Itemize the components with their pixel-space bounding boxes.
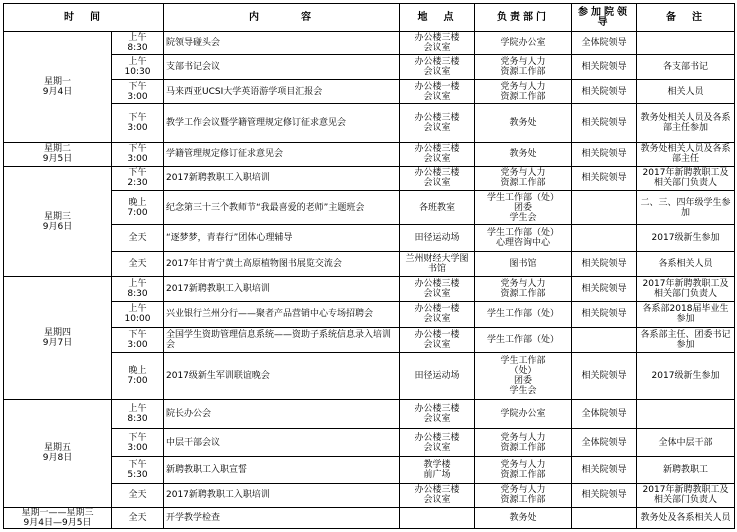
note-cell: 教务处相关人员及各系部主任参加 <box>637 104 735 142</box>
venue-cell-line: 会议室 <box>423 495 451 506</box>
time-cell-line: 上午 <box>128 304 147 315</box>
leader-cell: 相关院领导 <box>572 142 637 166</box>
header-note: 备 注 <box>637 4 735 32</box>
schedule-body <box>4 32 735 529</box>
dept-cell-line: 资源工作部 <box>500 495 546 506</box>
dept-cell-line: 教务处 <box>509 149 537 160</box>
venue-cell <box>400 225 475 252</box>
note-cell: 2017年新聘教职工及相关部门负责人 <box>637 166 735 190</box>
day-cell <box>4 142 112 166</box>
time-cell <box>112 55 164 80</box>
table-row <box>4 457 735 483</box>
venue-cell-line: 会议室 <box>423 442 451 453</box>
leader-cell: 相关院领导 <box>572 252 637 277</box>
content-cell: 中层干部会议 <box>164 429 400 457</box>
dept-cell <box>475 327 572 352</box>
content-cell: 教学工作会议暨学籍管理规定修订征求意见会 <box>164 104 400 142</box>
time-cell <box>112 400 164 429</box>
dept-cell-line: 学院办公室 <box>500 38 546 49</box>
note-cell <box>637 32 735 55</box>
table-row <box>4 32 735 55</box>
venue-cell-line: 办公楼一楼 <box>414 329 460 340</box>
content-cell: 支部书记会议 <box>164 55 400 80</box>
time-cell-line: 晚上 <box>128 197 147 208</box>
venue-cell <box>400 301 475 327</box>
table-row <box>4 252 735 277</box>
note-cell: 各系部2018届毕业生参加 <box>637 301 735 327</box>
venue-cell-line: 田径运动场 <box>414 370 460 381</box>
time-cell-line: 10:00 <box>124 314 151 325</box>
time-cell-line: 7:00 <box>127 207 148 218</box>
dept-cell <box>475 225 572 252</box>
dept-cell-line: 资源工作部 <box>500 288 546 299</box>
venue-cell-line: 办公楼三楼 <box>414 485 460 496</box>
dept-cell-line: 学生工作部（处） <box>486 334 559 345</box>
dept-cell-line: 教务处 <box>509 118 537 129</box>
dept-cell-line: 学生会 <box>509 212 537 223</box>
dept-cell <box>475 301 572 327</box>
leader-cell: 相关院领导 <box>572 104 637 142</box>
time-cell <box>112 277 164 301</box>
time-cell <box>112 483 164 507</box>
venue-cell-line: 办公楼三楼 <box>414 113 460 124</box>
venue-cell-line: 办公楼三楼 <box>414 57 460 68</box>
leader-cell: 相关院领导 <box>572 166 637 190</box>
header-leader: 参加院领导 <box>572 4 637 32</box>
venue-cell <box>400 429 475 457</box>
venue-cell <box>400 104 475 142</box>
time-cell <box>112 80 164 104</box>
note-cell: 各系部主任、团委书记参加 <box>637 327 735 352</box>
content-cell: 全国学生资助管理信息系统——资助子系统信息录入培训会 <box>164 327 400 352</box>
venue-cell <box>400 252 475 277</box>
time-cell-line: 全天 <box>128 233 147 244</box>
leader-cell: 相关院领导 <box>572 483 637 507</box>
day-cell-line: 星期一——星期三 <box>21 507 94 518</box>
time-cell <box>112 225 164 252</box>
note-cell: 各支部书记 <box>637 55 735 80</box>
time-cell-line: 8:30 <box>127 288 148 299</box>
dept-cell-line: 心理咨询中心 <box>495 238 550 249</box>
time-cell <box>112 457 164 483</box>
note-cell: 教务处相关人员及各系部主任 <box>637 142 735 166</box>
dept-cell-line: 党务与人力 <box>500 57 546 68</box>
note-cell: 2017级新生参加 <box>637 352 735 399</box>
venue-cell <box>400 166 475 190</box>
time-cell-line: 晚上 <box>128 365 147 376</box>
dept-cell-line: 党务与人力 <box>500 432 546 443</box>
venue-cell-line: 办公楼三楼 <box>414 432 460 443</box>
dept-cell-line: 教务处 <box>509 512 537 523</box>
time-cell <box>112 142 164 166</box>
leader-cell <box>572 507 637 528</box>
day-cell-line: 9月8日 <box>42 453 73 464</box>
content-cell: 2017年甘青宁黄土高原植物图书展览交流会 <box>164 252 400 277</box>
venue-cell-line: 兰州财经大学图书馆 <box>405 254 469 275</box>
venue-cell <box>400 80 475 104</box>
venue-cell-line: 办公楼三楼 <box>414 404 460 415</box>
table-row <box>4 277 735 301</box>
leader-cell <box>572 327 637 352</box>
time-cell-line: 5:30 <box>127 470 148 481</box>
header-venue: 地 点 <box>400 4 475 32</box>
day-cell-line: 星期四 <box>43 328 71 339</box>
note-cell: 各系相关人员 <box>637 252 735 277</box>
note-cell: 相关人员 <box>637 80 735 104</box>
note-cell <box>637 400 735 429</box>
content-cell: 2017新聘教职工入职培训 <box>164 166 400 190</box>
table-row <box>4 166 735 190</box>
dept-cell <box>475 429 572 457</box>
header-content: 内 容 <box>164 4 400 32</box>
note-cell: 新聘教职工 <box>637 457 735 483</box>
venue-cell <box>400 327 475 352</box>
schedule-table <box>3 3 735 529</box>
venue-cell-line: 会议室 <box>423 178 451 189</box>
dept-cell-line: 图书馆 <box>509 259 537 270</box>
time-cell <box>112 190 164 224</box>
time-cell-line: 下午 <box>128 460 147 471</box>
table-row <box>4 190 735 224</box>
time-cell-line: 8:30 <box>127 414 148 425</box>
content-cell: 纪念第三十三个教师节“我最喜爱的老师”主题班会 <box>164 190 400 224</box>
content-cell: 新聘教职工入职宣誓 <box>164 457 400 483</box>
content-cell: 2017级新生军训联谊晚会 <box>164 352 400 399</box>
time-cell-line: 3:00 <box>127 154 148 165</box>
note-cell: 2017年新聘教职工及相关部门负责人 <box>637 483 735 507</box>
table-row <box>4 104 735 142</box>
dept-cell <box>475 104 572 142</box>
venue-cell <box>400 352 475 399</box>
day-cell-line: 9月6日 <box>42 221 73 232</box>
day-cell <box>4 166 112 277</box>
table-row <box>4 55 735 80</box>
leader-cell: 全体院领导 <box>572 32 637 55</box>
day-cell-line: 星期五 <box>43 443 71 454</box>
note-cell: 教务处及各系相关人员 <box>637 507 735 528</box>
dept-cell <box>475 166 572 190</box>
content-cell: 马来西亚UCSI大学英语游学项目汇报会 <box>164 80 400 104</box>
table-row <box>4 142 735 166</box>
time-cell-line: 2:30 <box>127 178 148 189</box>
day-cell-line: 星期三 <box>43 211 71 222</box>
venue-cell-line: 会议室 <box>423 154 451 165</box>
dept-cell <box>475 483 572 507</box>
time-cell-line: 10:30 <box>124 67 151 78</box>
time-cell-line: 下午 <box>128 168 147 179</box>
leader-cell <box>572 225 637 252</box>
dept-cell-line: 学生工作部（处） <box>486 192 559 203</box>
time-cell <box>112 104 164 142</box>
day-cell <box>4 400 112 508</box>
dept-cell <box>475 252 572 277</box>
day-cell <box>4 277 112 400</box>
time-cell <box>112 252 164 277</box>
day-cell-line: 9月5日 <box>42 154 73 165</box>
venue-cell <box>400 483 475 507</box>
venue-cell-line: 办公楼一楼 <box>414 81 460 92</box>
note-cell: 2017年新聘教职工及相关部门负责人 <box>637 277 735 301</box>
table-row <box>4 352 735 399</box>
time-cell-line: 3:00 <box>127 91 148 102</box>
dept-cell-line: 党务与人力 <box>500 485 546 496</box>
venue-cell-line: 各班教室 <box>418 202 455 213</box>
time-cell <box>112 327 164 352</box>
leader-cell: 相关院领导 <box>572 301 637 327</box>
venue-cell <box>400 507 475 528</box>
content-cell: 院长办公会 <box>164 400 400 429</box>
day-cell-line: 星期一 <box>43 76 71 87</box>
dept-cell-line: 资源工作部 <box>500 67 546 78</box>
day-cell-line: 星期二 <box>43 144 71 155</box>
venue-cell <box>400 142 475 166</box>
content-cell: 学籍管理规定修订征求意见会 <box>164 142 400 166</box>
time-cell-line: 上午 <box>128 57 147 68</box>
dept-cell <box>475 80 572 104</box>
dept-cell-line: 资源工作部 <box>500 442 546 453</box>
note-cell: 2017级新生参加 <box>637 225 735 252</box>
note-cell: 全体中层干部 <box>637 429 735 457</box>
venue-cell-line: 前广场 <box>423 470 451 481</box>
dept-cell-line: 学院办公室 <box>500 409 546 420</box>
dept-cell-line: 党务与人力 <box>500 168 546 179</box>
table-row <box>4 80 735 104</box>
time-cell <box>112 166 164 190</box>
venue-cell-line: 会议室 <box>423 414 451 425</box>
time-cell-line: 上午 <box>128 404 147 415</box>
venue-cell <box>400 55 475 80</box>
venue-cell-line: 办公楼一楼 <box>414 304 460 315</box>
note-cell: 二、三、四年级学生参加 <box>637 190 735 224</box>
content-cell: 兴业银行兰州分行——聚者产品营销中心专场招聘会 <box>164 301 400 327</box>
dept-cell-line: 党务与人力 <box>500 278 546 289</box>
dept-cell-line: 资源工作部 <box>500 91 546 102</box>
header-row <box>4 4 735 32</box>
dept-cell-line: 党务与人力 <box>500 81 546 92</box>
time-cell-line: 3:00 <box>127 442 148 453</box>
content-cell: 开学教学检查 <box>164 507 400 528</box>
dept-cell-line: 学生工作部 <box>500 355 546 366</box>
table-row <box>4 483 735 507</box>
day-cell <box>4 507 112 528</box>
table-row <box>4 429 735 457</box>
dept-cell-line: 资源工作部 <box>500 178 546 189</box>
table-row <box>4 507 735 528</box>
time-cell-line: 下午 <box>128 329 147 340</box>
leader-cell: 相关院领导 <box>572 457 637 483</box>
venue-cell-line: 会议室 <box>423 123 451 134</box>
day-cell-line: 9月4日—9月5日 <box>23 517 92 528</box>
dept-cell <box>475 55 572 80</box>
venue-cell-line: 会议室 <box>423 67 451 78</box>
table-row <box>4 327 735 352</box>
venue-cell-line: 办公楼三楼 <box>414 144 460 155</box>
day-cell-line: 9月4日 <box>42 86 73 97</box>
venue-cell <box>400 457 475 483</box>
venue-cell-line: 办公楼三楼 <box>414 33 460 44</box>
dept-cell <box>475 400 572 429</box>
header-dept: 负责部门 <box>475 4 572 32</box>
day-cell <box>4 32 112 143</box>
time-cell-line: 8:30 <box>127 43 148 54</box>
time-cell <box>112 429 164 457</box>
venue-cell <box>400 277 475 301</box>
dept-cell <box>475 457 572 483</box>
content-cell: 院领导碰头会 <box>164 32 400 55</box>
venue-cell <box>400 190 475 224</box>
time-cell-line: 全天 <box>128 512 147 523</box>
day-cell-line: 9月7日 <box>42 338 73 349</box>
time-cell-line: 下午 <box>128 113 147 124</box>
time-cell-line: 3:00 <box>127 123 148 134</box>
time-cell <box>112 352 164 399</box>
dept-cell-line: 学生工作部（处） <box>486 309 559 320</box>
time-cell <box>112 507 164 528</box>
leader-cell <box>572 190 637 224</box>
time-cell-line: 上午 <box>128 33 147 44</box>
dept-cell <box>475 190 572 224</box>
dept-cell-line: 党务与人力 <box>500 460 546 471</box>
time-cell-line: 下午 <box>128 144 147 155</box>
venue-cell-line: 会议室 <box>423 288 451 299</box>
dept-cell <box>475 277 572 301</box>
header-time: 时 间 <box>4 4 164 32</box>
leader-cell: 全体院领导 <box>572 429 637 457</box>
table-row <box>4 400 735 429</box>
time-cell-line: 7:00 <box>127 375 148 386</box>
dept-cell-line: 学生工作部（处） <box>486 228 559 239</box>
venue-cell-line: 会议室 <box>423 314 451 325</box>
dept-cell <box>475 507 572 528</box>
leader-cell: 相关院领导 <box>572 55 637 80</box>
leader-cell: 相关院领导 <box>572 352 637 399</box>
venue-cell-line: 教学楼 <box>423 460 451 471</box>
venue-cell-line: 会议室 <box>423 339 451 350</box>
leader-cell: 相关院领导 <box>572 80 637 104</box>
dept-cell <box>475 32 572 55</box>
time-cell-line: 下午 <box>128 81 147 92</box>
leader-cell: 全体院领导 <box>572 400 637 429</box>
time-cell-line: 全天 <box>128 259 147 270</box>
venue-cell-line: 田径运动场 <box>414 233 460 244</box>
time-cell <box>112 301 164 327</box>
venue-cell <box>400 32 475 55</box>
time-cell-line: 3:00 <box>127 339 148 350</box>
venue-cell <box>400 400 475 429</box>
venue-cell-line: 会议室 <box>423 43 451 54</box>
content-cell: 2017新聘教职工入职培训 <box>164 483 400 507</box>
venue-cell-line: 办公楼三楼 <box>414 278 460 289</box>
time-cell-line: 全天 <box>128 490 147 501</box>
dept-cell <box>475 142 572 166</box>
dept-cell-line: 学生会 <box>509 385 537 396</box>
dept-cell-line: 团委 <box>513 202 532 213</box>
dept-cell-line: 资源工作部 <box>500 470 546 481</box>
time-cell <box>112 32 164 55</box>
dept-cell-line: 团委 <box>513 375 532 386</box>
leader-cell: 相关院领导 <box>572 277 637 301</box>
table-row <box>4 225 735 252</box>
dept-cell-line: （处） <box>509 365 537 376</box>
table-row <box>4 301 735 327</box>
dept-cell <box>475 352 572 399</box>
venue-cell-line: 办公楼三楼 <box>414 168 460 179</box>
time-cell-line: 上午 <box>128 278 147 289</box>
content-cell: 2017新聘教职工入职培训 <box>164 277 400 301</box>
content-cell: “逐梦梦，青春行”团体心理辅导 <box>164 225 400 252</box>
venue-cell-line: 会议室 <box>423 91 451 102</box>
time-cell-line: 下午 <box>128 432 147 443</box>
